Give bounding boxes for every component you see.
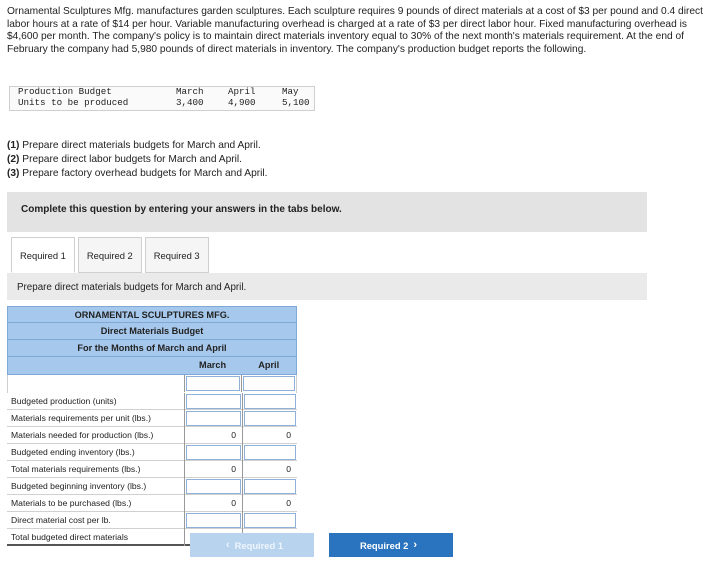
table-row [7,512,297,529]
next-button-label: Required 2 [359,539,409,551]
table-row [7,427,297,444]
units-march: 3,400 [176,96,204,108]
requirement-item: (3) Prepare factory overhead budgets for March and April. [7,168,268,179]
april-blank-input[interactable] [243,376,295,391]
spacer-row [7,375,297,393]
march-blank-input[interactable] [186,376,241,391]
prev-button-label: Required 1 [234,539,284,551]
requirement-item: (1) Prepare direct materials budgets for March and April. [7,140,261,151]
requirement-item: (2) Prepare direct labor budgets for March and April. [7,154,242,165]
problem-statement: Ornamental Sculptures Mfg. manufactures garden sculptures. Each sculpture requires 9 pounds of direct materials at a cost of $3 per pound and 0.4 direct labor hours at a rate of $14 per hour. Variable manufacturing overhead is charged at a rate of $3 per direct labor hour. Fixed manufacturing overhead is $4,600 per month. The company's policy is to maintain direct materials inventory equal to 30% of the next month's materials requirement. At the end of February the company had 5,980 pounds of direct materials in inventory. The company's production budget reports the following. [7,6,703,55]
column-april: April [258,360,280,370]
materials-purchased-april-value: 0 [286,498,291,508]
table-row [7,461,297,478]
production-budget-values-row [18,98,310,109]
materials-per-unit-april-input[interactable] [244,411,296,426]
units-may: 5,100 [282,96,310,108]
row-label: Materials to be purchased (lbs.) [11,498,132,508]
ending-inventory-march-input[interactable] [186,445,241,460]
requirements-list [7,139,267,181]
total-requirements-april-value: 0 [286,464,291,474]
tab-required-3[interactable]: Required 3 [145,237,209,273]
row-label: Materials requirements per unit (lbs.) [11,413,151,423]
ending-inventory-april-input[interactable] [244,445,296,460]
units-april: 4,900 [228,96,256,108]
requirement-tabs [11,237,212,273]
table-row [7,495,297,512]
tab-prompt: Prepare direct materials budgets for March and April. [7,273,647,300]
materials-needed-march-value: 0 [231,430,236,440]
budgeted-production-april-input[interactable] [244,394,296,409]
production-budget-title: Production Budget [18,86,112,97]
row-label: Budgeted beginning inventory (lbs.) [11,481,147,491]
budgeted-production-march-input[interactable] [186,394,241,409]
row-label: Budgeted ending inventory (lbs.) [11,447,135,457]
tab-required-1[interactable]: Required 1 [11,237,75,273]
materials-needed-april-value: 0 [286,430,291,440]
sheet-company-name: ORNAMENTAL SCULPTURES MFG. [7,306,297,323]
cost-per-lb-march-input[interactable] [186,513,241,528]
materials-per-unit-march-input[interactable] [186,411,241,426]
row-label: Total budgeted direct materials [11,532,129,542]
row-label: Total materials requirements (lbs.) [11,464,141,474]
chevron-left-icon: ‹ [225,539,230,551]
production-budget-header-row [18,87,310,98]
row-label: Materials needed for production (lbs.) [11,430,154,440]
sheet-period: For the Months of March and April [7,340,297,357]
total-requirements-march-value: 0 [231,464,236,474]
cost-per-lb-april-input[interactable] [244,513,296,528]
table-row [7,410,297,427]
prev-required-button[interactable] [190,533,314,557]
instructions-banner: Complete this question by entering your answers in the tabs below. [7,192,647,232]
table-row [7,478,297,495]
column-march: March [199,360,227,370]
table-row [7,393,297,410]
tab-required-2[interactable]: Required 2 [78,237,142,273]
production-budget-table [9,86,315,111]
beginning-inventory-march-input[interactable] [186,479,241,494]
month-april: April [228,86,256,97]
month-may: May [282,86,299,97]
row-label: Direct material cost per lb. [11,515,111,525]
next-required-button[interactable] [329,533,453,557]
sheet-title: Direct Materials Budget [7,323,297,340]
beginning-inventory-april-input[interactable] [244,479,296,494]
month-march: March [176,86,204,97]
units-to-be-produced-label: Units to be produced [18,96,129,108]
direct-materials-budget-sheet [7,306,297,546]
row-label: Budgeted production (units) [11,396,117,406]
materials-purchased-march-value: 0 [231,498,236,508]
table-row [7,444,297,461]
sheet-column-headers [7,357,297,375]
chevron-right-icon: › [413,539,418,551]
